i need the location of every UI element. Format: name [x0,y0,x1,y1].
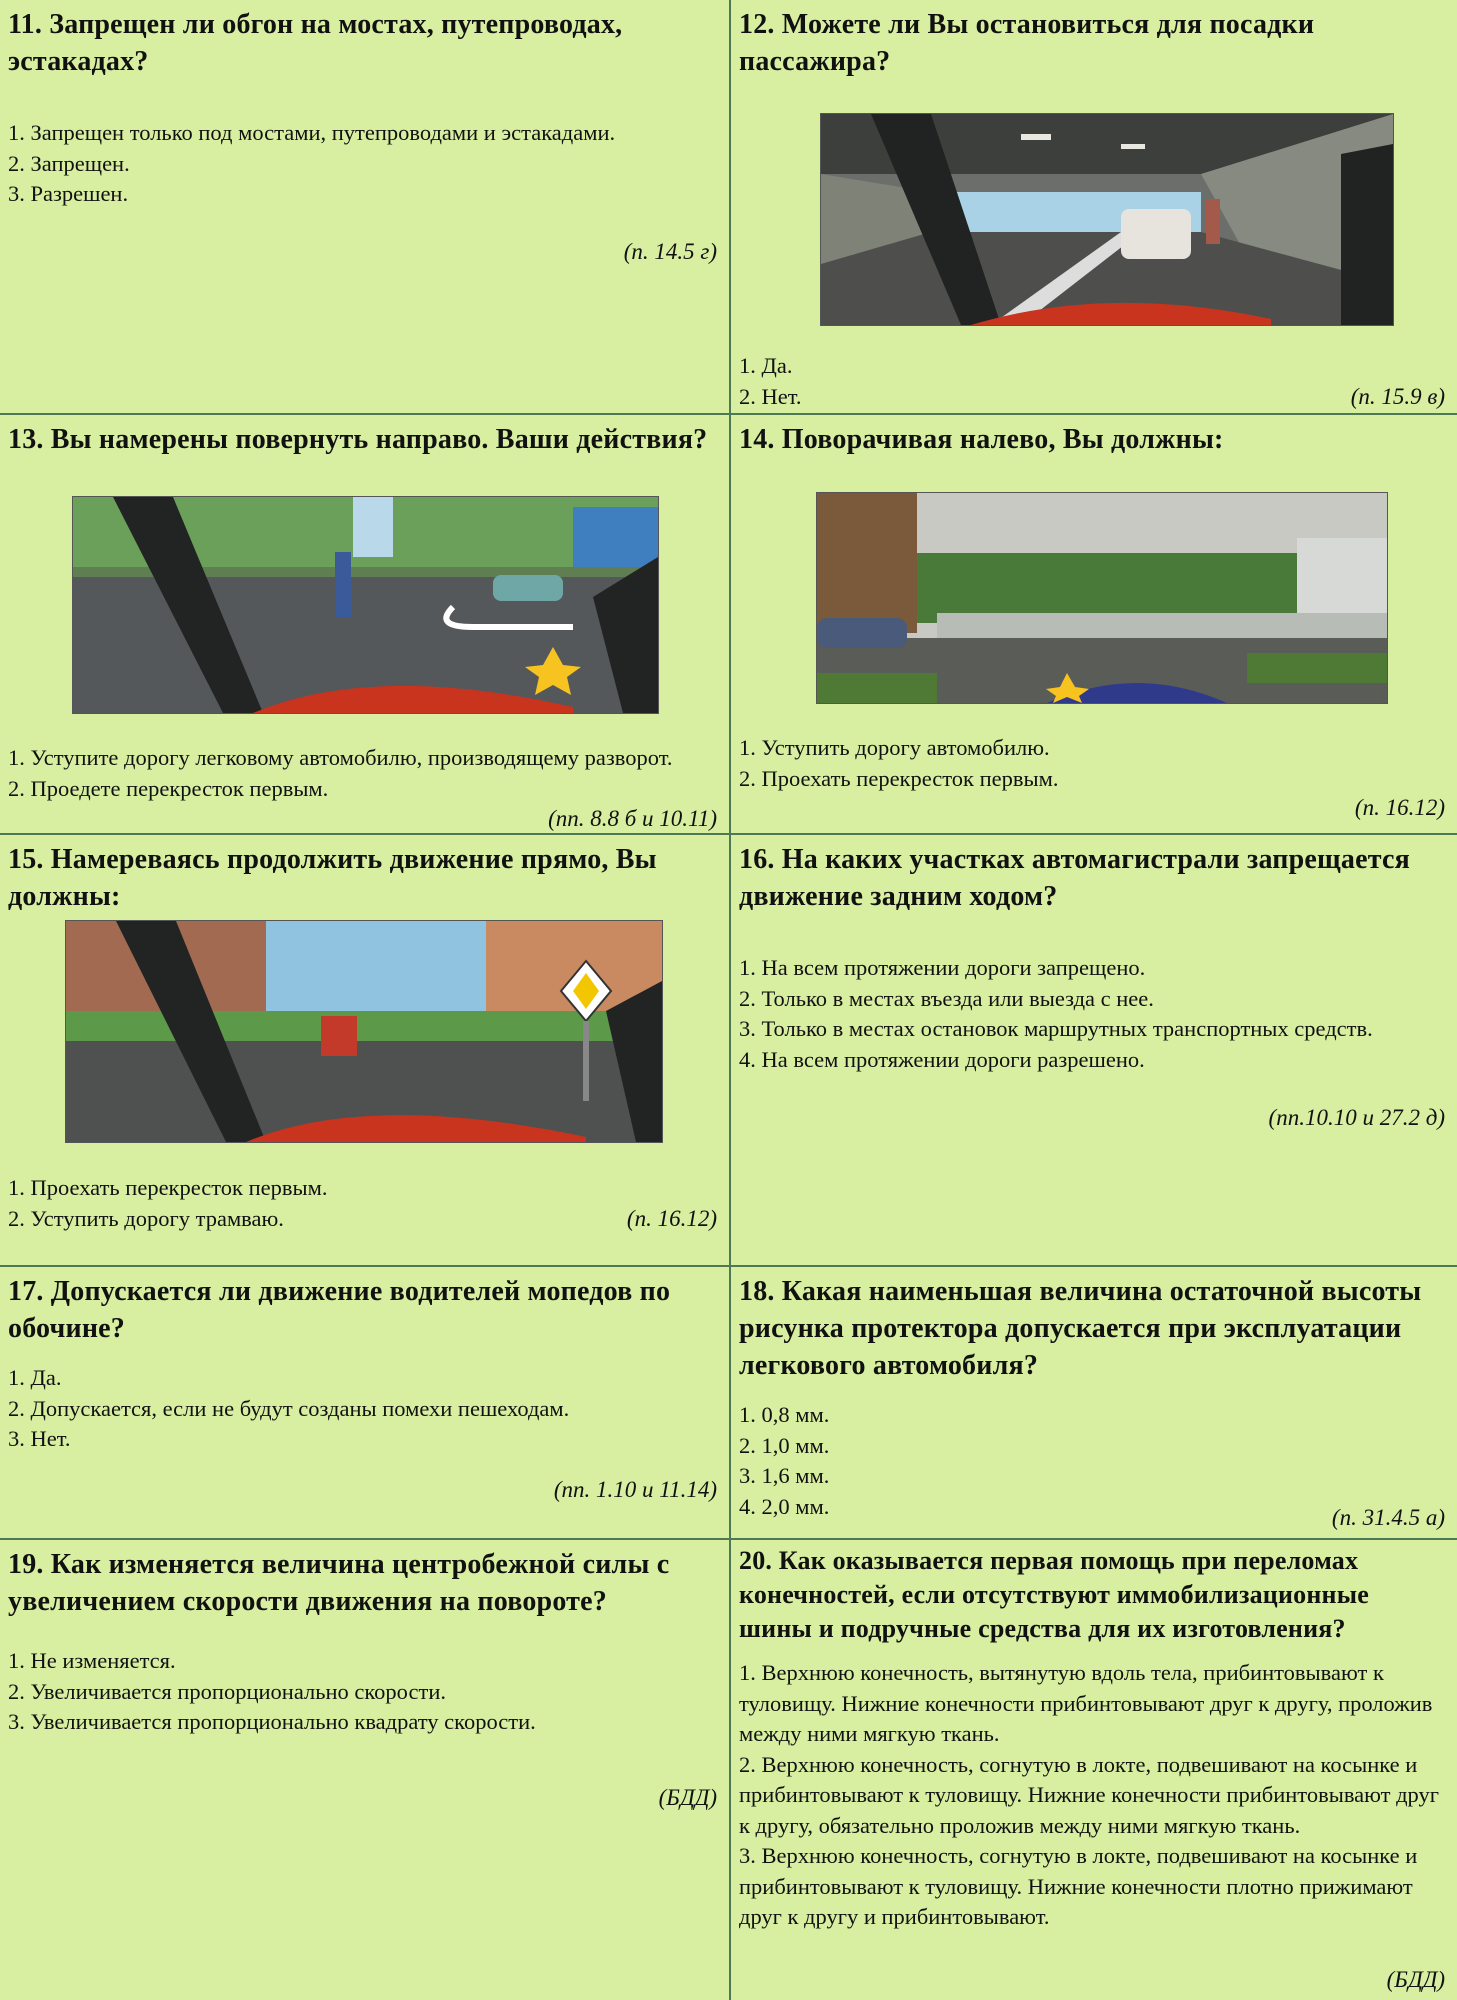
rule-reference: (пп. 8.8 б и 10.11) [548,806,717,831]
question-text: 11. Запрещен ли обгон на мостах, путепроводах, эстакадах? [8,9,623,77]
answer-option[interactable]: 2. Допускается, если не будут созданы помехи пешеходам. [8,1395,570,1421]
question-card-14 [731,415,1457,835]
question-card-15 [0,835,731,1267]
answer-list [8,743,708,804]
answer-list [8,1646,719,1738]
answer-option[interactable]: 2. Нет. [739,383,802,409]
answer-list [739,953,1447,1075]
answer-option[interactable]: 1. Запрещен только под мостами, путепроводами и эстакадами. [8,120,616,145]
intersection-illustration [73,497,658,713]
answer-option[interactable]: 4. На всем протяжении дороги разрешено. [739,1046,1145,1072]
answer-option[interactable]: 1. Да. [739,353,793,378]
question-card-11 [0,0,731,415]
rule-reference: (п. 14.5 г) [623,239,717,264]
rule-reference: (пп.10.10 и 27.2 д) [1268,1105,1445,1130]
rule-reference: (пп. 1.10 и 11.14) [553,1477,717,1502]
left-turn-road-illustration [817,493,1387,703]
rule-reference: (п. 15.9 в) [1350,384,1445,409]
answer-option[interactable]: 1. Уступить дорогу автомобилю. [739,735,1050,760]
answer-list [739,1658,1447,1933]
answer-option[interactable]: 2. Верхнюю конечность, согнутую в локте, подвешивают на косынке и прибинтовывают к туловищу. Нижние конечности прибинтовывают друг к другу, обязательно проложив между ними мягкую ткань. [739,1751,1439,1838]
answer-option[interactable]: 1. На всем протяжении дороги запрещено. [739,955,1146,980]
answer-list [8,118,719,210]
question-text: 15. Намереваясь продолжить движение прямо, Вы должны: [8,844,657,912]
question-text: 19. Как изменяется величина центробежной силы с увеличением скорости движения на повороте? [8,1549,670,1617]
tram-intersection-illustration [66,921,662,1142]
answer-option[interactable]: 3. 1,6 мм. [739,1463,830,1488]
answer-option[interactable]: 2. Только в местах въезда или выезда с нее. [739,985,1154,1011]
answer-list [739,733,1059,794]
answer-option[interactable]: 4. 2,0 мм. [739,1493,830,1519]
question-text: 16. На каких участках автомагистрали запрещается движение задним ходом? [739,844,1410,912]
answer-option[interactable]: 1. 0,8 мм. [739,1402,830,1427]
rule-reference: (БДД) [1386,1967,1445,1992]
rule-reference: (БДД) [658,1785,717,1810]
answer-option[interactable]: 1. Не изменяется. [8,1648,176,1673]
question-text: 13. Вы намерены повернуть направо. Ваши действия? [8,424,708,455]
question-card-16 [731,835,1457,1267]
question-text: 17. Допускается ли движение водителей мопедов по обочине? [8,1276,671,1344]
answer-option[interactable]: 1. Верхнюю конечность, вытянутую вдоль тела, прибинтовывают к туловищу. Нижние конечности прибинтовывают друг к другу, проложив между ними мягкую ткань. [739,1660,1433,1746]
answer-option[interactable]: 1. Да. [8,1365,62,1390]
answer-option[interactable]: 2. 1,0 мм. [739,1432,830,1458]
rule-reference: (п. 31.4.5 а) [1331,1505,1445,1530]
answer-list [8,1173,328,1234]
answer-option[interactable]: 2. Проехать перекресток первым. [739,765,1059,791]
answer-option[interactable]: 1. Проехать перекресток первым. [8,1175,328,1200]
answer-option[interactable]: 2. Запрещен. [8,150,130,176]
rule-reference: (п. 16.12) [1354,795,1445,820]
answer-option[interactable]: 3. Увеличивается пропорционально квадрату скорости. [8,1709,536,1734]
tunnel-road-illustration [821,114,1393,325]
answer-option[interactable]: 3. Нет. [8,1426,71,1451]
question-card-13 [0,415,731,835]
answer-option[interactable]: 3. Верхнюю конечность, согнутую в локте, подвешивают на косынке и прибинтовывают к туловищу. Нижние конечности плотно прижимают друг к другу и прибинтовывают. [739,1843,1418,1929]
answer-list [8,1363,719,1455]
question-card-20 [731,1540,1457,2000]
question-text: 18. Какая наименьшая величина остаточной высоты рисунка протектора допускается при эксплуатации легкового автомобиля? [739,1276,1422,1381]
answer-option[interactable]: 1. Уступите дорогу легковому автомобилю, производящему разворот. [8,745,673,770]
question-card-18 [731,1267,1457,1540]
answer-list [739,351,802,412]
question-text: 12. Можете ли Вы остановиться для посадки пассажира? [739,9,1315,77]
rule-reference: (п. 16.12) [626,1206,717,1231]
answer-option[interactable]: 2. Проедете перекресток первым. [8,775,329,801]
question-card-19 [0,1540,731,2000]
question-card-12 [731,0,1457,415]
answer-option[interactable]: 2. Уступить дорогу трамваю. [8,1205,284,1231]
answer-option[interactable]: 2. Увеличивается пропорционально скорости. [8,1678,446,1704]
answer-option[interactable]: 3. Только в местах остановок маршрутных транспортных средств. [739,1016,1373,1041]
answer-option[interactable]: 3. Разрешен. [8,181,129,206]
question-text: 20. Как оказывается первая помощь при переломах конечностей, если отсутствуют иммобилизационные шины и подручные средства для их изготовления? [739,1546,1369,1643]
question-card-17 [0,1267,731,1540]
question-text: 14. Поворачивая налево, Вы должны: [739,424,1224,455]
